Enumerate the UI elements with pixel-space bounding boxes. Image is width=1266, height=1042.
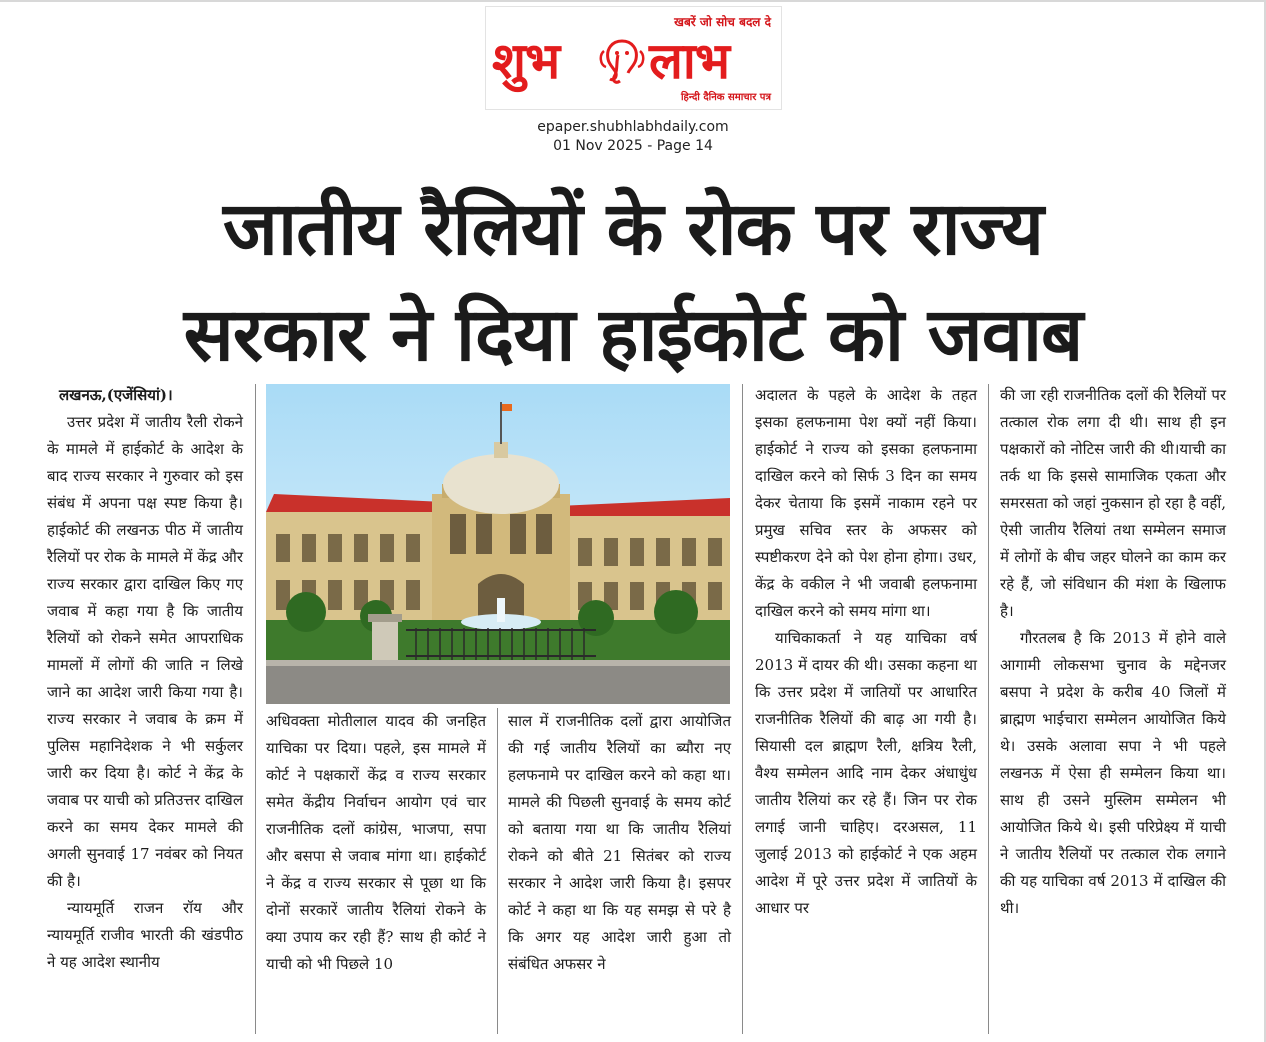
- high-court-photo[interactable]: [266, 384, 730, 704]
- masthead-tagline: खबरें जो सोच बदल दे: [674, 15, 771, 29]
- article-column-3: [508, 708, 731, 978]
- article-paragraph: की जा रही राजनीतिक दलों की रैलियों पर तत्काल रोक लगा दी थी। साथ ही इन पक्षकारों को नोटिस जारी की थी।याची का तर्क था कि इससे सामाजिक एकता और समरसता को जहां नुकसान हो रहा है वहीं, ऐसी जातीय रैलियां तथा सम्मेलन समाज में लोगों के बीच जहर घोलने का काम कर रहे हैं, जो संविधान की मंशा के खिलाफ है।: [1000, 386, 1226, 620]
- article-column-4: [755, 382, 977, 922]
- article-column-5: [1000, 382, 1226, 922]
- article-paragraph: याचिकाकर्ता ने यह याचिका वर्ष 2013 में दायर की थी। उसका कहना था कि उत्तर प्रदेश में जातियों पर आधारित राजनीतिक रैलियों की बाढ़ आ गयी है। सियासी दल ब्राह्मण रैली, क्षत्रिय रैली, वैश्य सम्मेलन आदि नाम देकर अंधाधुंध जातीय रैलियां कर रहे हैं। जिन पर रोक लगाई जानी चाहिए। दरअसल, 11 जुलाई 2013 को हाईकोर्ट ने एक अहम आदेश में पूरे उत्तर प्रदेश में जातियों के आधार पर: [755, 629, 977, 917]
- logo-word-labh: लाभ: [649, 32, 729, 90]
- masthead-subtagline: हिन्दी दैनिक समाचार पत्र: [680, 92, 771, 103]
- ganesha-icon: [596, 35, 648, 87]
- article-paragraph: अधिवक्ता मोतीलाल यादव की जनहित याचिका पर दिया। पहले, इस मामले में कोर्ट ने पक्षकारों केंद्र व राज्य सरकार समेत केंद्रीय निर्वाचन आयोग एवं चार राजनीतिक दलों कांग्रेस, भाजपा, सपा और बसपा से जवाब मांगा था। हाईकोर्ट ने केंद्र व राज्य सरकार से पूछा था कि दोनों सरकारें जातीय रैलियां रोकने के क्या उपाय कर रही हैं? साथ ही कोर्ट ने याची को भी पिछले 10: [266, 712, 486, 973]
- headline-line-1: जातीय रैलियों के रोक पर राज्य: [223, 186, 1043, 272]
- article-column-1: [47, 382, 243, 976]
- article-paragraph: गौरतलब है कि 2013 में होने वाले आगामी लोकसभा चुनाव के मद्देनजर बसपा ने प्रदेश के करीब 40 जिलों में ब्राह्मण भाईचारा सम्मेलन आयोजित किये थे। उसके अलावा सपा ने भी पहले लखनऊ में ऐसा ही सम्मेलन किया था। साथ ही उसने मुस्लिम सम्मेलन भी आयोजित किये थे। इसी परिप्रेक्ष्य में याची ने जातीय रैलियों पर तत्काल रोक लगाने की यह याचिका वर्ष 2013 में दाखिल की थी।: [1000, 629, 1226, 917]
- headline-line-2: सरकार ने दिया हाईकोर्ट को जवाब: [183, 292, 1083, 378]
- logo-word-shubh: शुभ: [492, 32, 560, 90]
- edition-date-page: 01 Nov 2025 - Page 14: [553, 138, 713, 154]
- column-divider: [497, 708, 498, 1034]
- column-divider: [255, 384, 256, 1034]
- masthead-logo[interactable]: [485, 6, 782, 110]
- article-column-2: [266, 708, 486, 978]
- column-divider: [742, 384, 743, 1034]
- article-paragraph: साल में राजनीतिक दलों द्वारा आयोजित की गई जातीय रैलियों का ब्यौरा नए हलफनामे पर दाखिल करने को कहा था। मामले की पिछली सुनवाई के समय कोर्ट को बताया गया था कि जातीय रैलियां रोकने को बीते 21 सितंबर को राज्य सरकार ने आदेश जारी किया है। इसपर कोर्ट ने कहा था कि यह समझ से परे है कि अगर यह आदेश जारी हुआ तो संबंधित अफसर ने: [508, 712, 731, 973]
- article-paragraph: न्यायमूर्ति राजन रॉय और न्यायमूर्ति राजीव भारती की खंडपीठ ने यह आदेश स्थानीय: [47, 899, 243, 971]
- article-paragraph: उत्तर प्रदेश में जातीय रैली रोकने के मामले में हाईकोर्ट के आदेश के बाद राज्य सरकार ने गुरुवार को इस संबंध में अपना पक्ष स्पष्ट किया है। हाईकोर्ट की लखनऊ पीठ में जातीय रैलियों पर रोक के मामले में केंद्र और राज्य सरकार द्वारा दाखिल किए गए जवाब में कहा गया है कि जातीय रैलियों को रोकने समेत आपराधिक मामलों में लोगों की जाति न लिखे जाने का आदेश जारी किया गया है। राज्य सरकार ने जवाब के क्रम में पुलिस महानिदेशक ने भी सर्कुलर जारी कर दिया है। कोर्ट ने केंद्र के जवाब पर याची को प्रतिउत्तर दाखिल करने का समय देकर मामले की अगली सुनवाई 17 नवंबर को नियत की है।: [47, 413, 243, 890]
- article-dateline: लखनऊ,(एजेंसियां)।: [59, 386, 173, 404]
- epaper-url[interactable]: epaper.shubhlabhdaily.com: [537, 119, 729, 135]
- article-paragraph: अदालत के पहले के आदेश के तहत इसका हलफनामा पेश क्यों नहीं किया। हाईकोर्ट ने राज्य को इसका हलफनामा दाखिल करने को सिर्फ 3 दिन का समय देकर चेताया कि इसमें नाकाम रहने पर प्रमुख सचिव स्तर के अफसर को स्पष्टीकरण देने को पेश होना होगा। उधर, केंद्र के वकील ने भी जवाबी हलफनामा दाखिल करने को समय मांगा था।: [755, 386, 977, 620]
- column-divider: [988, 384, 989, 1034]
